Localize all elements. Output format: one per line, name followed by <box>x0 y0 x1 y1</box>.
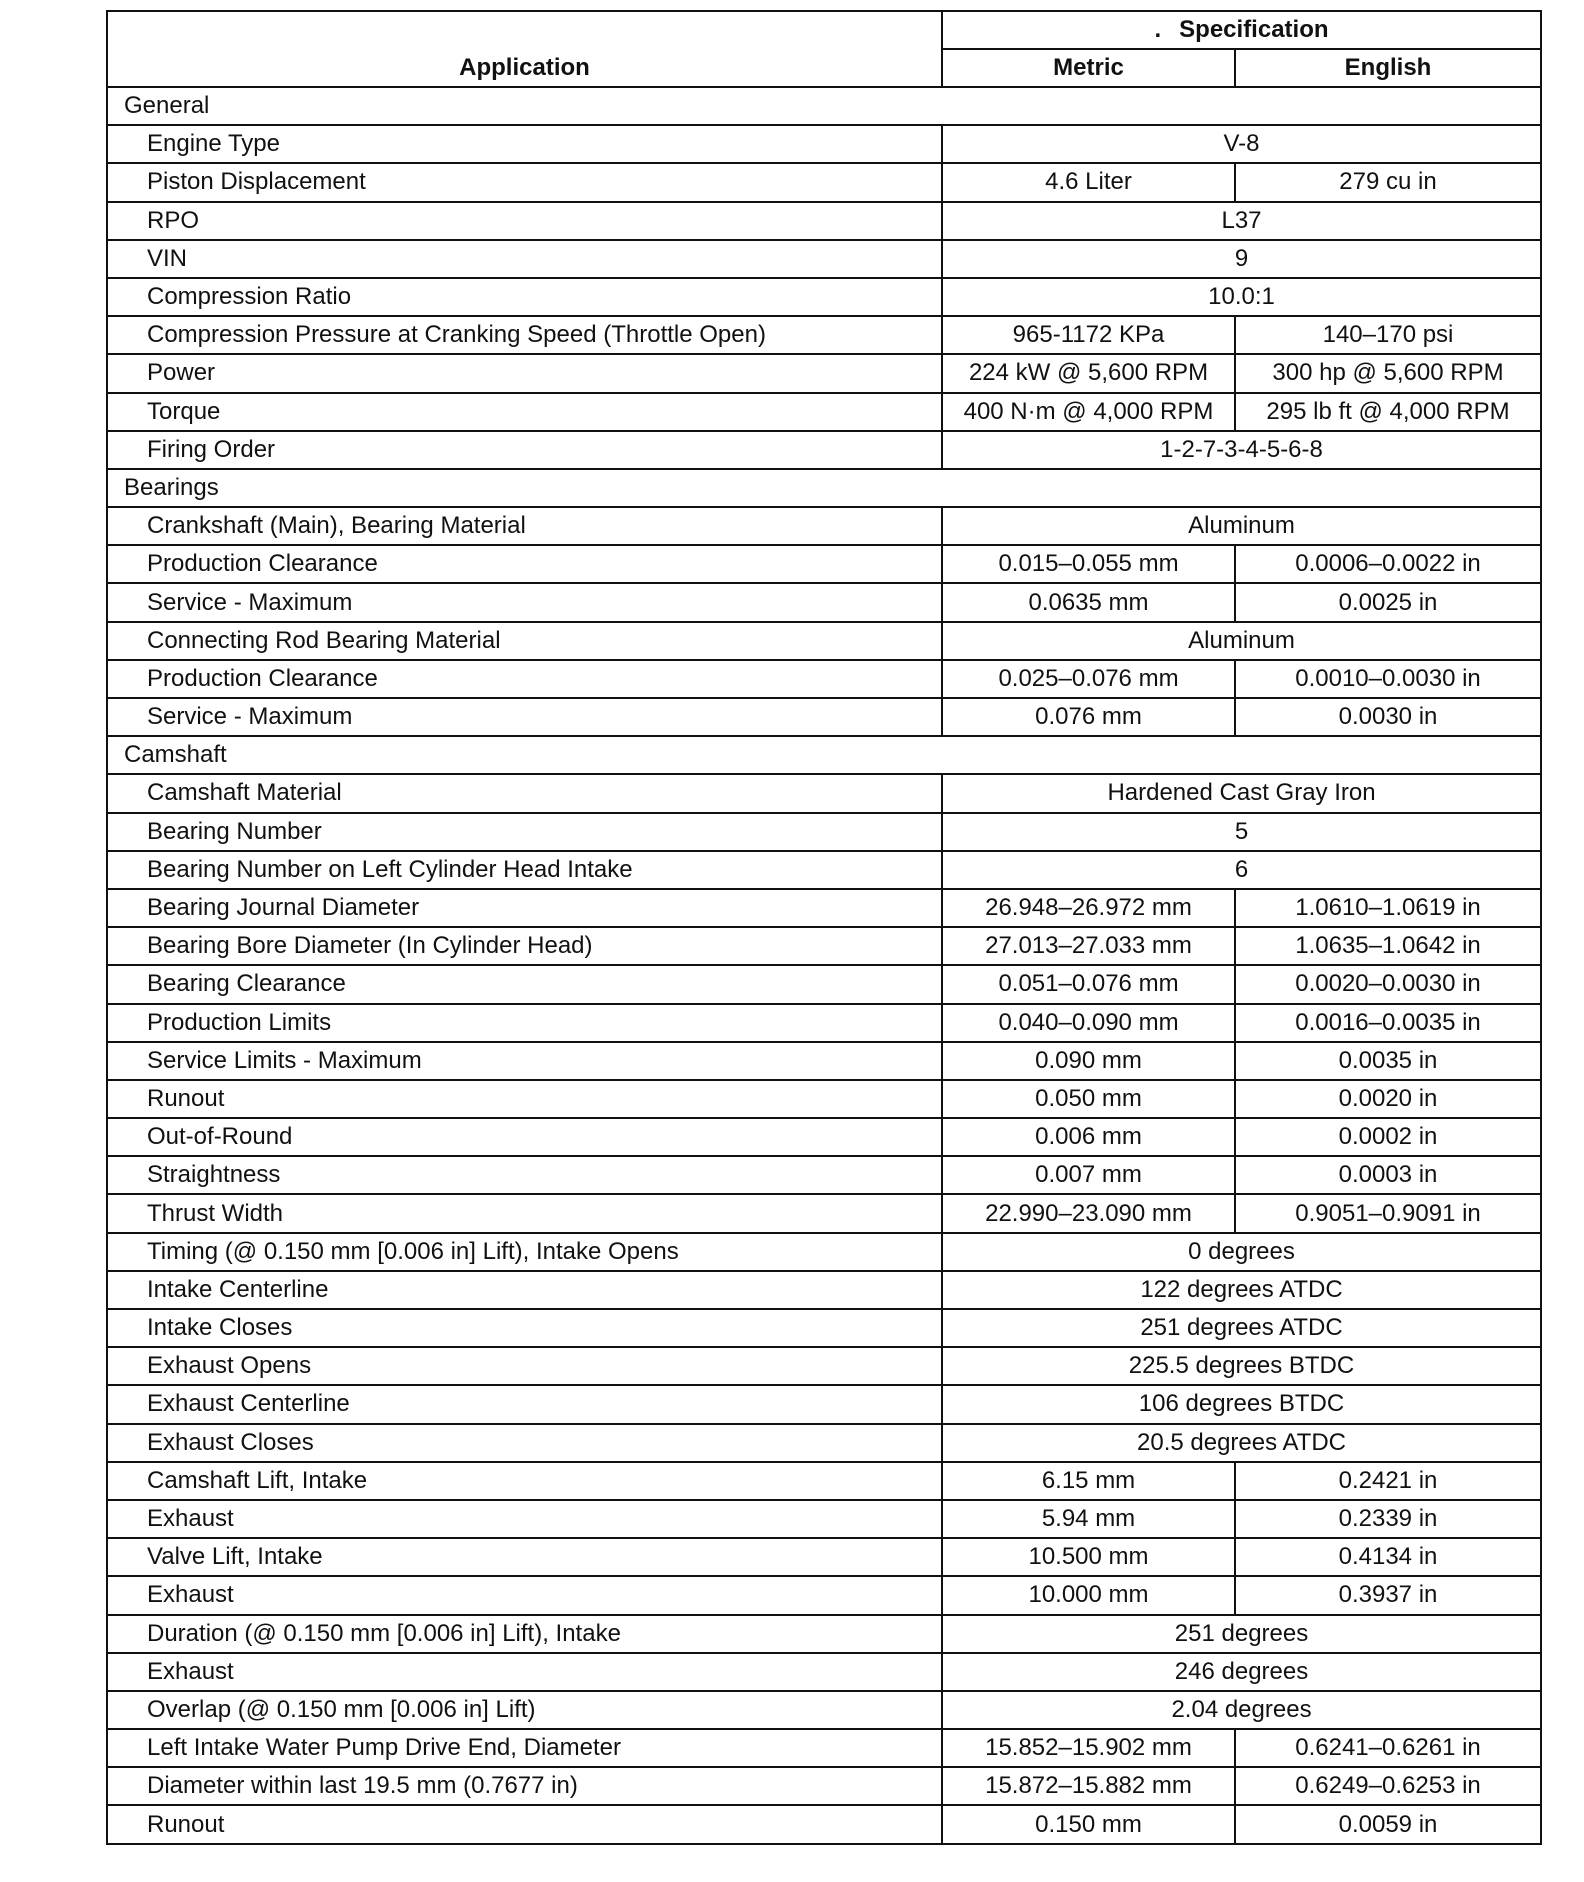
metric-cell: 27.013–27.033 mm <box>942 927 1235 965</box>
specification-header-label: Specification <box>1179 16 1329 43</box>
english-cell: 0.6249–0.6253 in <box>1235 1767 1541 1805</box>
application-cell: RPO <box>107 202 942 240</box>
table-body <box>107 87 1541 1844</box>
table-row <box>107 774 1541 812</box>
table-row <box>107 1424 1541 1462</box>
table-header <box>107 11 1541 87</box>
table-row <box>107 1156 1541 1194</box>
english-cell: 0.9051–0.9091 in <box>1235 1194 1541 1232</box>
specification-cell: L37 <box>942 202 1541 240</box>
application-cell: Production Clearance <box>107 545 942 583</box>
table-row <box>107 698 1541 736</box>
specification-cell: 2.04 degrees <box>942 1691 1541 1729</box>
application-cell: Crankshaft (Main), Bearing Material <box>107 507 942 545</box>
section-row <box>107 87 1541 125</box>
table-row <box>107 965 1541 1003</box>
table-row <box>107 1309 1541 1347</box>
table-row <box>107 278 1541 316</box>
application-cell: Left Intake Water Pump Drive End, Diameter <box>107 1729 942 1767</box>
specification-cell: 6 <box>942 851 1541 889</box>
specification-cell: 251 degrees <box>942 1615 1541 1653</box>
english-cell: 0.0006–0.0022 in <box>1235 545 1541 583</box>
table-row <box>107 583 1541 621</box>
table-row <box>107 622 1541 660</box>
table-row <box>107 1691 1541 1729</box>
specification-cell: 0 degrees <box>942 1233 1541 1271</box>
table-row <box>107 1347 1541 1385</box>
specification-cell: 5 <box>942 813 1541 851</box>
metric-cell: 6.15 mm <box>942 1462 1235 1500</box>
table-row <box>107 316 1541 354</box>
metric-cell: 4.6 Liter <box>942 163 1235 201</box>
english-cell: 0.3937 in <box>1235 1576 1541 1614</box>
metric-cell: 0.015–0.055 mm <box>942 545 1235 583</box>
section-heading: Camshaft <box>107 736 1541 774</box>
section-row <box>107 469 1541 507</box>
specification-header <box>942 11 1541 49</box>
table-row <box>107 125 1541 163</box>
english-cell: 0.0020–0.0030 in <box>1235 965 1541 1003</box>
application-cell: Duration (@ 0.150 mm [0.006 in] Lift), Intake <box>107 1615 942 1653</box>
table-row <box>107 813 1541 851</box>
specification-cell: 225.5 degrees BTDC <box>942 1347 1541 1385</box>
section-heading: Bearings <box>107 469 1541 507</box>
specification-cell: 246 degrees <box>942 1653 1541 1691</box>
table-row <box>107 1385 1541 1423</box>
application-cell: Out-of-Round <box>107 1118 942 1156</box>
specification-cell: 106 degrees BTDC <box>942 1385 1541 1423</box>
metric-cell: 15.872–15.882 mm <box>942 1767 1235 1805</box>
table-row <box>107 1080 1541 1118</box>
english-cell: 279 cu in <box>1235 163 1541 201</box>
application-cell: Intake Centerline <box>107 1271 942 1309</box>
english-cell: 0.0035 in <box>1235 1042 1541 1080</box>
table-row <box>107 1538 1541 1576</box>
table-row <box>107 163 1541 201</box>
table-row <box>107 1653 1541 1691</box>
application-cell: Connecting Rod Bearing Material <box>107 622 942 660</box>
table-row <box>107 545 1541 583</box>
metric-cell: 22.990–23.090 mm <box>942 1194 1235 1232</box>
table-row <box>107 507 1541 545</box>
application-cell: Firing Order <box>107 431 942 469</box>
table-row <box>107 660 1541 698</box>
metric-cell: 400 N·m @ 4,000 RPM <box>942 393 1235 431</box>
english-cell: 1.0635–1.0642 in <box>1235 927 1541 965</box>
english-cell: 0.0010–0.0030 in <box>1235 660 1541 698</box>
metric-cell: 26.948–26.972 mm <box>942 889 1235 927</box>
english-cell: 0.0059 in <box>1235 1805 1541 1843</box>
table-row <box>107 202 1541 240</box>
english-cell: 0.0030 in <box>1235 698 1541 736</box>
table-row <box>107 354 1541 392</box>
application-cell: Exhaust Closes <box>107 1424 942 1462</box>
english-cell: 0.2339 in <box>1235 1500 1541 1538</box>
application-cell: Bearing Number <box>107 813 942 851</box>
metric-cell: 0.006 mm <box>942 1118 1235 1156</box>
application-cell: Runout <box>107 1080 942 1118</box>
specification-cell: V-8 <box>942 125 1541 163</box>
metric-cell: 0.007 mm <box>942 1156 1235 1194</box>
metric-cell: 10.000 mm <box>942 1576 1235 1614</box>
english-header: English <box>1235 49 1541 87</box>
application-cell: Service - Maximum <box>107 583 942 621</box>
metric-cell: 0.051–0.076 mm <box>942 965 1235 1003</box>
specification-cell: 20.5 degrees ATDC <box>942 1424 1541 1462</box>
application-cell: Camshaft Material <box>107 774 942 812</box>
metric-cell: 965-1172 KPa <box>942 316 1235 354</box>
english-cell: 0.4134 in <box>1235 1538 1541 1576</box>
specification-cell: 10.0:1 <box>942 278 1541 316</box>
metric-cell: 0.0635 mm <box>942 583 1235 621</box>
section-row <box>107 736 1541 774</box>
application-cell: Piston Displacement <box>107 163 942 201</box>
english-cell: 295 lb ft @ 4,000 RPM <box>1235 393 1541 431</box>
metric-cell: 224 kW @ 5,600 RPM <box>942 354 1235 392</box>
header-row-top <box>107 11 1541 49</box>
section-heading: General <box>107 87 1541 125</box>
metric-cell: 0.090 mm <box>942 1042 1235 1080</box>
table-row <box>107 1576 1541 1614</box>
application-cell: Production Clearance <box>107 660 942 698</box>
english-cell: 140–170 psi <box>1235 316 1541 354</box>
application-cell: Intake Closes <box>107 1309 942 1347</box>
metric-cell: 10.500 mm <box>942 1538 1235 1576</box>
application-cell: Bearing Clearance <box>107 965 942 1003</box>
application-cell: Exhaust Centerline <box>107 1385 942 1423</box>
table-row <box>107 431 1541 469</box>
metric-header: Metric <box>942 49 1235 87</box>
specification-cell: 122 degrees ATDC <box>942 1271 1541 1309</box>
application-cell: Straightness <box>107 1156 942 1194</box>
table-row <box>107 1767 1541 1805</box>
table-row <box>107 1194 1541 1232</box>
metric-cell: 0.040–0.090 mm <box>942 1004 1235 1042</box>
english-cell: 0.0020 in <box>1235 1080 1541 1118</box>
application-cell: Service - Maximum <box>107 698 942 736</box>
table-row <box>107 1271 1541 1309</box>
application-cell: Runout <box>107 1805 942 1843</box>
table-row <box>107 1462 1541 1500</box>
english-cell: 0.0025 in <box>1235 583 1541 621</box>
metric-cell: 5.94 mm <box>942 1500 1235 1538</box>
application-cell: Production Limits <box>107 1004 942 1042</box>
specification-cell: Hardened Cast Gray Iron <box>942 774 1541 812</box>
application-cell: Timing (@ 0.150 mm [0.006 in] Lift), Intake Opens <box>107 1233 942 1271</box>
english-cell: 0.0003 in <box>1235 1156 1541 1194</box>
table-row <box>107 1500 1541 1538</box>
application-cell: Service Limits - Maximum <box>107 1042 942 1080</box>
application-cell: Compression Ratio <box>107 278 942 316</box>
english-cell: 0.2421 in <box>1235 1462 1541 1500</box>
application-cell: Exhaust Opens <box>107 1347 942 1385</box>
application-cell: Power <box>107 354 942 392</box>
application-cell: Bearing Bore Diameter (In Cylinder Head) <box>107 927 942 965</box>
english-cell: 300 hp @ 5,600 RPM <box>1235 354 1541 392</box>
application-cell: Bearing Number on Left Cylinder Head Intake <box>107 851 942 889</box>
specification-cell: 251 degrees ATDC <box>942 1309 1541 1347</box>
specification-cell: 9 <box>942 240 1541 278</box>
english-cell: 0.0016–0.0035 in <box>1235 1004 1541 1042</box>
table-row <box>107 1118 1541 1156</box>
application-cell: Diameter within last 19.5 mm (0.7677 in) <box>107 1767 942 1805</box>
specification-cell: Aluminum <box>942 507 1541 545</box>
application-cell: Camshaft Lift, Intake <box>107 1462 942 1500</box>
application-cell: Overlap (@ 0.150 mm [0.006 in] Lift) <box>107 1691 942 1729</box>
header-dot-mark: . <box>1154 16 1162 43</box>
english-cell: 0.0002 in <box>1235 1118 1541 1156</box>
application-cell: Exhaust <box>107 1653 942 1691</box>
table-row <box>107 927 1541 965</box>
table-row <box>107 1729 1541 1767</box>
application-cell: VIN <box>107 240 942 278</box>
metric-cell: 15.852–15.902 mm <box>942 1729 1235 1767</box>
english-cell: 1.0610–1.0619 in <box>1235 889 1541 927</box>
application-header: Application <box>107 11 942 87</box>
table-row <box>107 1615 1541 1653</box>
application-cell: Torque <box>107 393 942 431</box>
table-row <box>107 889 1541 927</box>
application-cell: Exhaust <box>107 1576 942 1614</box>
specification-cell: 1-2-7-3-4-5-6-8 <box>942 431 1541 469</box>
application-cell: Engine Type <box>107 125 942 163</box>
application-cell: Exhaust <box>107 1500 942 1538</box>
metric-cell: 0.050 mm <box>942 1080 1235 1118</box>
metric-cell: 0.076 mm <box>942 698 1235 736</box>
table-row <box>107 1805 1541 1843</box>
table-row <box>107 851 1541 889</box>
table-row <box>107 1233 1541 1271</box>
metric-cell: 0.150 mm <box>942 1805 1235 1843</box>
application-cell: Compression Pressure at Cranking Speed (Throttle Open) <box>107 316 942 354</box>
table-row <box>107 1004 1541 1042</box>
application-cell: Thrust Width <box>107 1194 942 1232</box>
specification-table <box>106 10 1542 1845</box>
application-cell: Bearing Journal Diameter <box>107 889 942 927</box>
application-cell: Valve Lift, Intake <box>107 1538 942 1576</box>
english-cell: 0.6241–0.6261 in <box>1235 1729 1541 1767</box>
table-row <box>107 393 1541 431</box>
table-row <box>107 240 1541 278</box>
metric-cell: 0.025–0.076 mm <box>942 660 1235 698</box>
table-row <box>107 1042 1541 1080</box>
specification-cell: Aluminum <box>942 622 1541 660</box>
